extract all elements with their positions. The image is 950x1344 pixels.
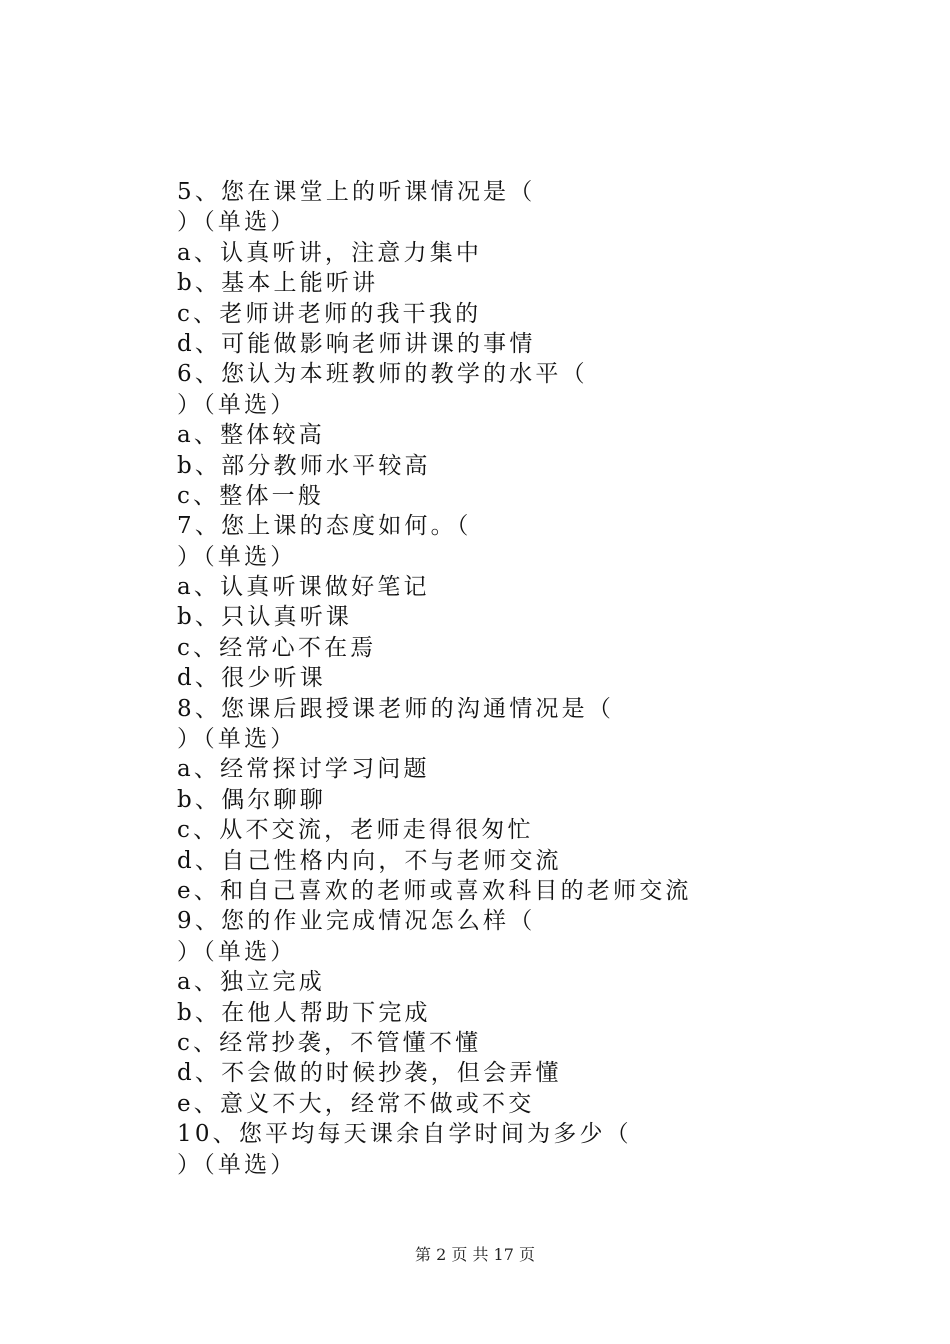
question-9-option-a: a、独立完成 <box>177 969 325 996</box>
question-9-option-d: d、不会做的时候抄袭，但会弄懂 <box>177 1060 562 1087</box>
question-7-option-a: a、认真听课做好笔记 <box>177 574 430 601</box>
question-6-option-c: c、整体一般 <box>177 482 325 509</box>
question-8-option-a: a、经常探讨学习问题 <box>177 756 430 783</box>
question-6-type: ）（单选） <box>177 391 297 418</box>
question-8-option-b: b、偶尔聊聊 <box>177 786 326 813</box>
document-body <box>177 177 897 1180</box>
question-5-prompt: 5、您在课堂上的听课情况是（ <box>177 179 536 205</box>
question-5-type: ）（单选） <box>177 209 297 236</box>
question-5-option-d: d、可能做影响老师讲课的事情 <box>177 330 536 357</box>
question-6-option-a: a、整体较高 <box>177 422 325 449</box>
question-5-option-b: b、基本上能听讲 <box>177 270 379 297</box>
question-6-option-b: b、部分教师水平较高 <box>177 452 431 479</box>
question-9-type: ）（单选） <box>177 938 297 965</box>
question-8-option-e: e、和自己喜欢的老师或喜欢科目的老师交流 <box>177 877 692 904</box>
page-number-label: 第 2 页 共 17 页 <box>415 1245 535 1264</box>
question-9-option-e: e、意义不大，经常不做或不交 <box>177 1090 535 1117</box>
question-7-prompt: 7、您上课的态度如何。（ <box>177 513 472 540</box>
question-10-type: ）（单选） <box>177 1151 297 1178</box>
question-7-option-c: c、经常心不在焉 <box>177 634 377 661</box>
question-8-option-d: d、自己性格内向，不与老师交流 <box>177 847 562 874</box>
page-footer <box>0 1242 950 1265</box>
question-7-type: ）（单选） <box>177 543 297 570</box>
question-9-prompt: 9、您的作业完成情况怎么样（ <box>177 908 536 935</box>
question-8-prompt: 8、您课后跟授课老师的沟通情况是（ <box>177 695 615 722</box>
question-7-option-b: b、只认真听课 <box>177 604 353 631</box>
question-5-option-c: c、老师讲老师的我干我的 <box>177 300 482 327</box>
question-8-option-c: c、从不交流，老师走得很匆忙 <box>177 817 534 844</box>
question-10-prompt: 10、您平均每天课余自学时间为多少（ <box>177 1121 632 1148</box>
question-5-option-a: a、认真听讲，注意力集中 <box>177 239 483 266</box>
question-7-option-d: d、很少听课 <box>177 665 326 692</box>
question-6-prompt: 6、您认为本班教师的教学的水平（ <box>177 361 588 388</box>
question-9-option-c: c、经常抄袭，不管懂不懂 <box>177 1029 482 1056</box>
question-8-type: ）（单选） <box>177 726 297 753</box>
question-9-option-b: b、在他人帮助下完成 <box>177 999 431 1026</box>
